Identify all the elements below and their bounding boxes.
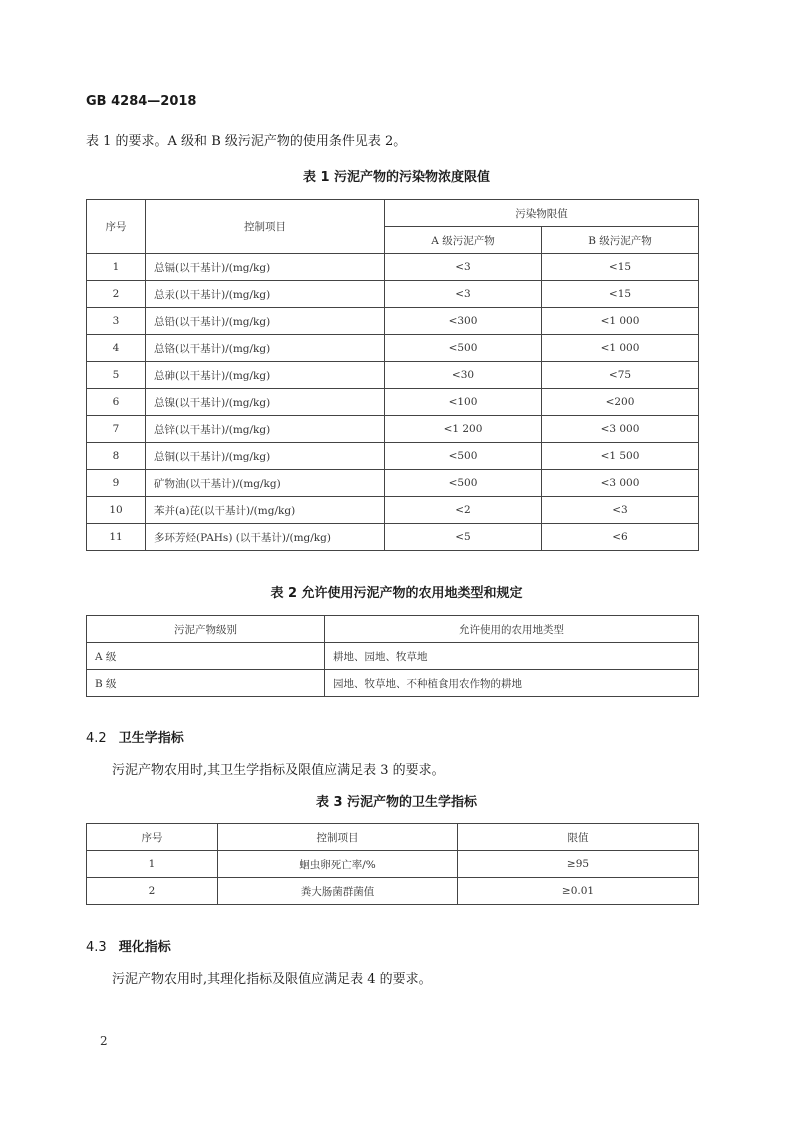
a-limit-cell: <500 [385,335,542,362]
a-limit-cell: <3 [385,254,542,281]
seq-cell: 6 [87,389,146,416]
seq-cell: 8 [87,443,146,470]
item-cell: 总锌(以干基计)/(mg/kg) [146,416,385,443]
section-4-3-heading [86,936,171,955]
seq-cell: 11 [87,524,146,551]
a-limit-cell: <500 [385,443,542,470]
land-type-cell: 耕地、园地、牧草地 [325,643,699,670]
item-cell: 总铜(以干基计)/(mg/kg) [146,443,385,470]
a-limit-cell: <3 [385,281,542,308]
b-limit-cell: <75 [542,362,699,389]
seq-cell: 9 [87,470,146,497]
intro-paragraph: 表 1 的要求。A 级和 B 级污泥产物的使用条件见表 2。 [86,134,407,149]
b-limit-cell: <1 000 [542,308,699,335]
section-4-2-body: 污泥产物农用时,其卫生学指标及限值应满足表 3 的要求。 [112,763,445,778]
seq-cell: 1 [87,851,218,878]
b-limit-cell: <1 000 [542,335,699,362]
table-row [87,878,699,905]
table-row [87,362,699,389]
table-row [87,497,699,524]
b-limit-cell: <1 500 [542,443,699,470]
table-row [87,443,699,470]
grade-cell: B 级 [87,670,325,697]
table1-pollutant-limits [86,199,699,551]
item-cell: 总汞(以干基计)/(mg/kg) [146,281,385,308]
t3-header-limit: 限值 [458,824,699,851]
item-cell: 多环芳烃(PAHs) (以干基计)/(mg/kg) [146,524,385,551]
table-row [87,254,699,281]
item-cell: 总铅(以干基计)/(mg/kg) [146,308,385,335]
b-limit-cell: <15 [542,281,699,308]
table2-title: 表 2 允许使用污泥产物的农用地类型和规定 [270,586,523,601]
t1-header-limit: 污染物限值 [385,200,699,227]
t3-header-seq: 序号 [87,824,218,851]
a-limit-cell: <100 [385,389,542,416]
table3-title: 表 3 污泥产物的卫生学指标 [315,795,478,810]
table1-title: 表 1 污泥产物的污染物浓度限值 [302,170,491,185]
table-row [87,524,699,551]
table2-land-use [86,615,699,697]
t1-header-grade-a: A 级污泥产物 [385,227,542,254]
item-cell: 苯并(a)芘(以干基计)/(mg/kg) [146,497,385,524]
section-title: 卫生学指标 [118,731,184,746]
item-cell: 总铬(以干基计)/(mg/kg) [146,335,385,362]
table-row [87,643,699,670]
a-limit-cell: <30 [385,362,542,389]
item-cell: 粪大肠菌群菌值 [218,878,458,905]
seq-cell: 2 [87,281,146,308]
table-row [87,416,699,443]
item-cell: 蛔虫卵死亡率/% [218,851,458,878]
land-type-cell: 园地、牧草地、不种植食用农作物的耕地 [325,670,699,697]
standard-code: GB 4284—2018 [86,94,197,109]
seq-cell: 5 [87,362,146,389]
table-row [87,389,699,416]
a-limit-cell: <1 200 [385,416,542,443]
t2-header-type: 允许使用的农用地类型 [325,616,699,643]
limit-cell: ≥95 [458,851,699,878]
section-4-3-body: 污泥产物农用时,其理化指标及限值应满足表 4 的要求。 [112,972,432,987]
b-limit-cell: <200 [542,389,699,416]
page-number: 2 [100,1034,108,1048]
t1-header-seq: 序号 [87,200,146,254]
a-limit-cell: <300 [385,308,542,335]
item-cell: 总镍(以干基计)/(mg/kg) [146,389,385,416]
seq-cell: 1 [87,254,146,281]
t1-header-item: 控制项目 [146,200,385,254]
a-limit-cell: <2 [385,497,542,524]
seq-cell: 2 [87,878,218,905]
item-cell: 总镉(以干基计)/(mg/kg) [146,254,385,281]
seq-cell: 7 [87,416,146,443]
item-cell: 矿物油(以干基计)/(mg/kg) [146,470,385,497]
seq-cell: 4 [87,335,146,362]
seq-cell: 3 [87,308,146,335]
table-row [87,851,699,878]
limit-cell: ≥0.01 [458,878,699,905]
b-limit-cell: <15 [542,254,699,281]
table-row [87,281,699,308]
table-row [87,308,699,335]
t1-header-grade-b: B 级污泥产物 [542,227,699,254]
table-row [87,335,699,362]
table-row [87,670,699,697]
b-limit-cell: <3 [542,497,699,524]
table3-hygiene-indicators [86,823,699,905]
seq-cell: 10 [87,497,146,524]
b-limit-cell: <3 000 [542,416,699,443]
b-limit-cell: <3 000 [542,470,699,497]
section-4-2-heading [86,727,184,746]
t3-header-item: 控制项目 [218,824,458,851]
item-cell: 总砷(以干基计)/(mg/kg) [146,362,385,389]
grade-cell: A 级 [87,643,325,670]
table-row [87,470,699,497]
a-limit-cell: <5 [385,524,542,551]
b-limit-cell: <6 [542,524,699,551]
section-number: 4.2 [86,731,107,746]
section-title: 理化指标 [118,940,171,955]
section-number: 4.3 [86,940,107,955]
a-limit-cell: <500 [385,470,542,497]
t2-header-grade: 污泥产物级别 [87,616,325,643]
